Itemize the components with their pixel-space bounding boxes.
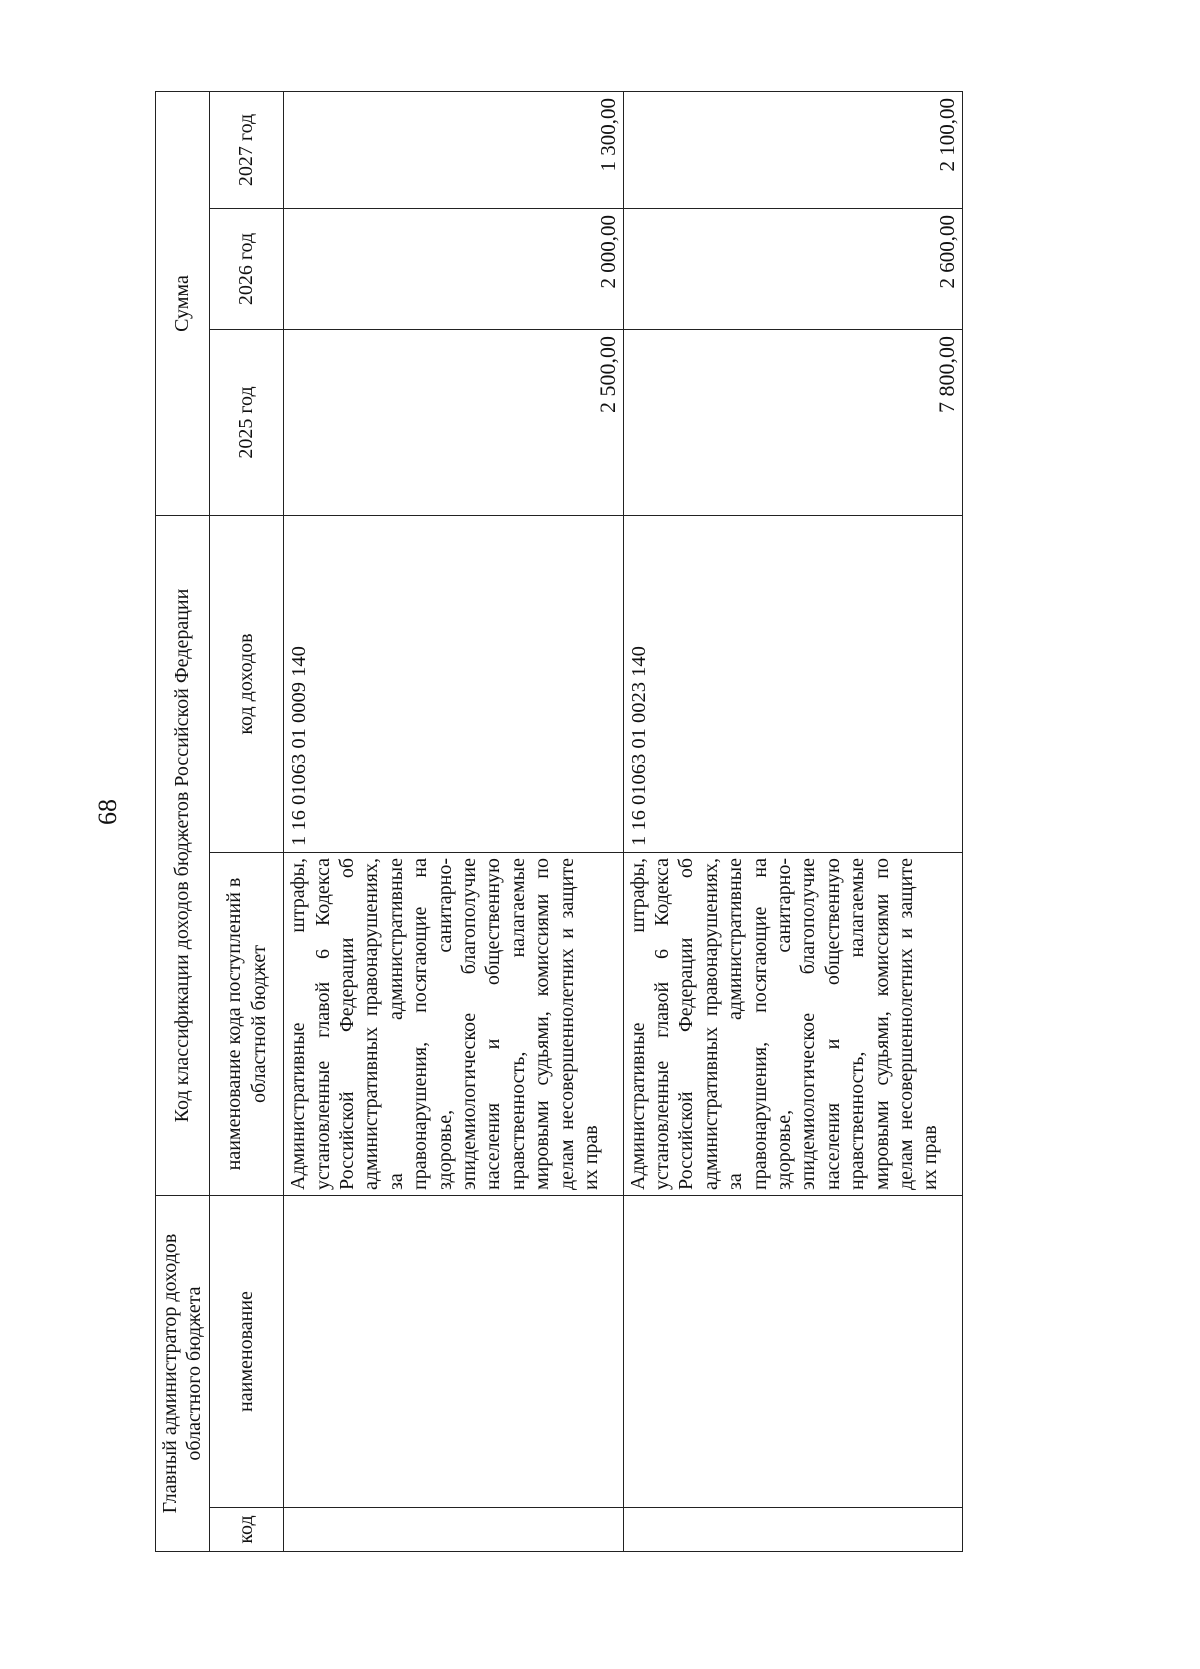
header-year-2026: 2026 год xyxy=(209,209,283,330)
income-code-cell: 1 16 01063 01 0023 140 xyxy=(623,516,962,853)
header-income-code: код доходов xyxy=(209,516,283,853)
admin-name-cell xyxy=(623,1196,962,1508)
admin-code-cell xyxy=(623,1508,962,1552)
rotated-table-wrapper xyxy=(155,92,963,1552)
table-row xyxy=(623,91,962,1551)
table-row xyxy=(284,91,623,1551)
income-code-cell: 1 16 01063 01 0009 140 xyxy=(284,516,623,853)
income-name-cell: Административные штрафы, установленные главой 6 Кодекса Российской Федерации об административных правонарушениях, за административные правонарушения, посягающие на здоровье, санитарно-эпидемиологическое благополучие населения и общественную нравственность, налагаемые мировыми судьями, комиссиями по делам несовершеннолетних и защите их прав xyxy=(623,853,962,1196)
sum-2026-cell: 2 600,00 xyxy=(623,209,962,330)
header-row-2 xyxy=(209,91,283,1551)
admin-name-cell xyxy=(284,1196,623,1508)
admin-code-cell xyxy=(284,1508,623,1552)
header-code: код xyxy=(209,1508,283,1552)
income-classification-table xyxy=(155,91,963,1552)
header-income-name: наименование кода поступлений в областной бюджет xyxy=(209,853,283,1196)
header-name: наименование xyxy=(209,1196,283,1508)
sum-2026-cell: 2 000,00 xyxy=(284,209,623,330)
sum-2027-cell: 1 300,00 xyxy=(284,91,623,208)
header-year-2027: 2027 год xyxy=(209,91,283,208)
header-row-1 xyxy=(156,91,210,1551)
income-name-cell: Административные штрафы, установленные главой 6 Кодекса Российской Федерации об административных правонарушениях, за административные правонарушения, посягающие на здоровье, санитарно-эпидемиологическое благополучие населения и общественную нравственность, налагаемые мировыми судьями, комиссиями по делам несовершеннолетних и защите их прав xyxy=(284,853,623,1196)
page-number: 68 xyxy=(93,799,122,825)
sum-2025-cell: 2 500,00 xyxy=(284,330,623,516)
sum-2025-cell: 7 800,00 xyxy=(623,330,962,516)
sum-2027-cell: 2 100,00 xyxy=(623,91,962,208)
header-classification-group: Код классификации доходов бюджетов Российской Федерации xyxy=(156,516,210,1196)
header-year-2025: 2025 год xyxy=(209,330,283,516)
header-administrator-group: Главный администратор доходов областного бюджета xyxy=(156,1196,210,1552)
header-sum-group: Сумма xyxy=(156,91,210,515)
